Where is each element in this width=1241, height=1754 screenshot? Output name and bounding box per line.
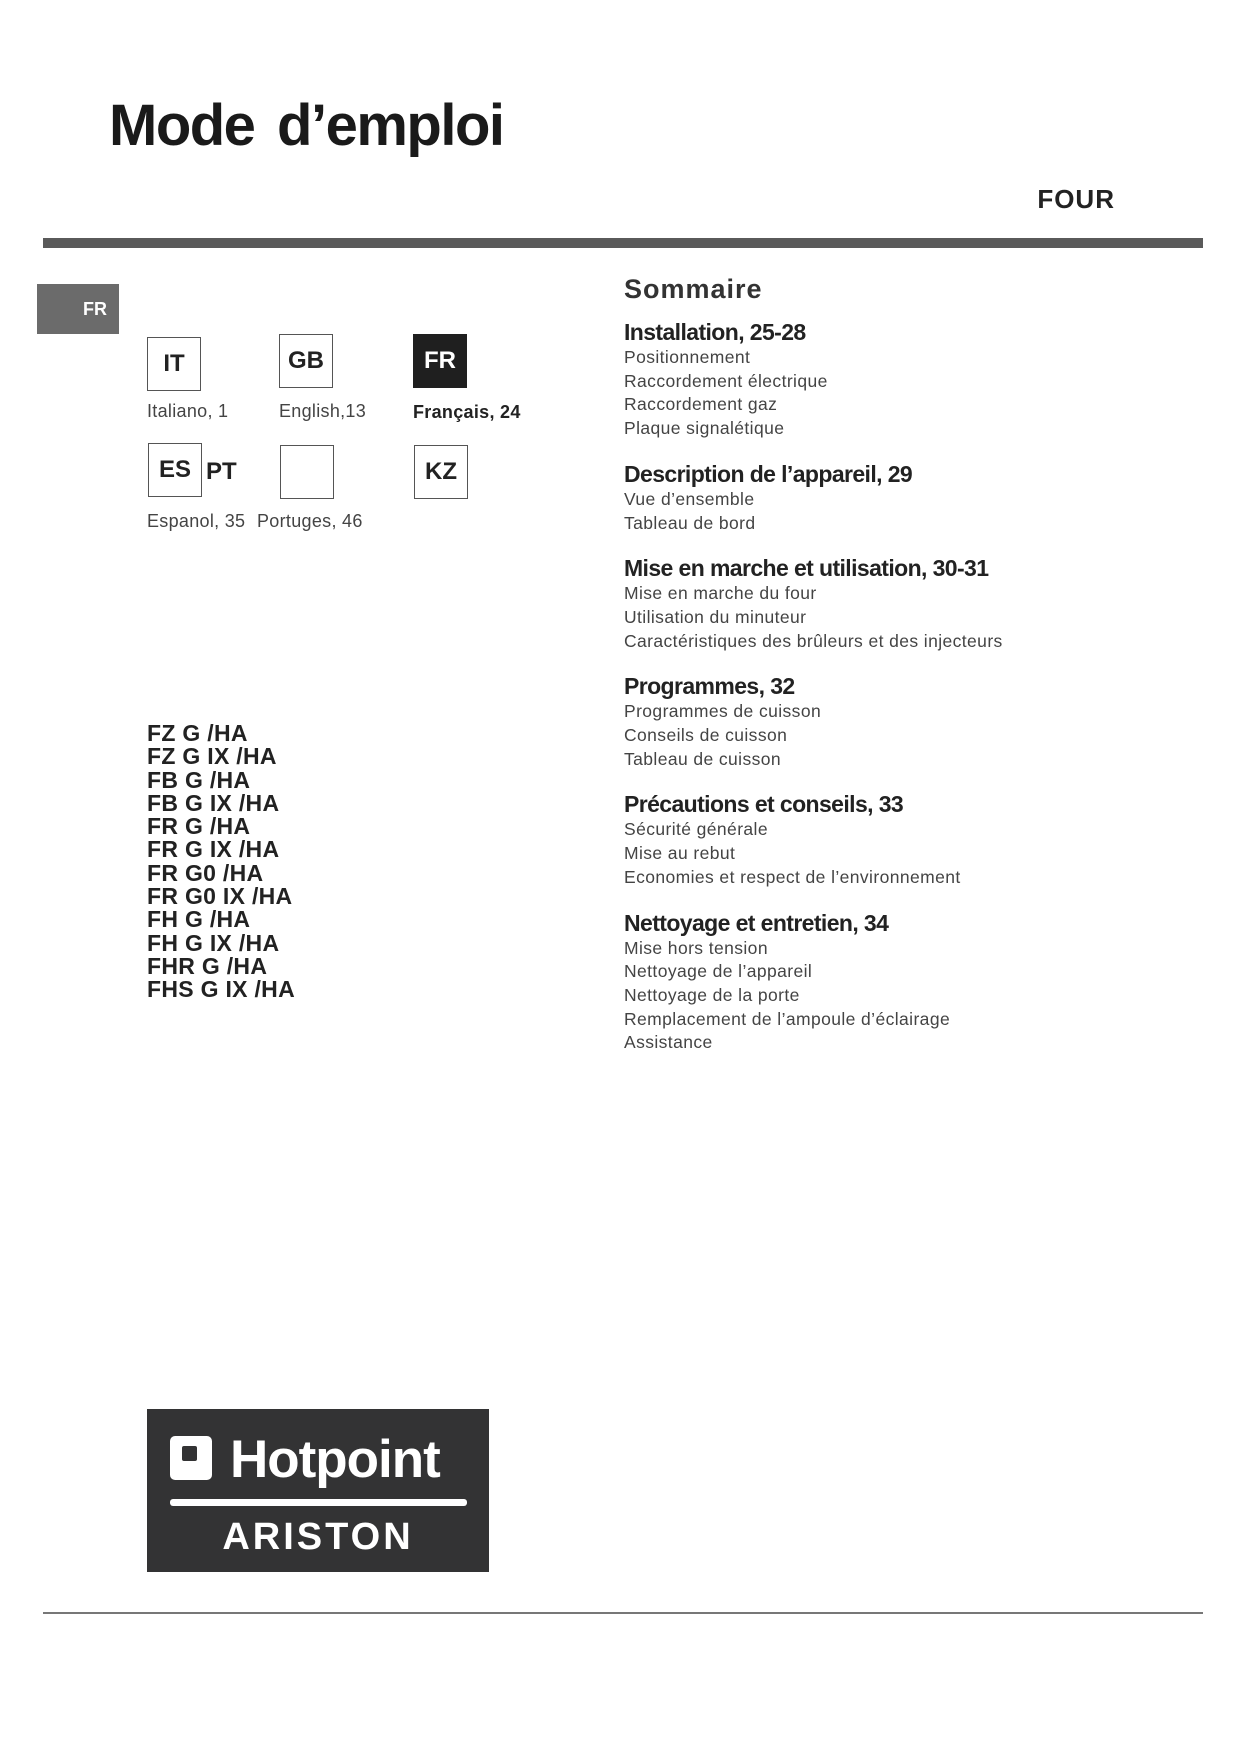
toc-item: Mise hors tension [624, 937, 768, 958]
toc-item: Mise au rebut [624, 843, 736, 864]
toc-heading: Précautions et conseils, 33 [624, 791, 904, 818]
model-item: FZ G IX /HA [147, 743, 277, 770]
model-item: FR G0 /HA [147, 859, 264, 886]
logo-sub-brand-text: ARISTON [222, 1516, 414, 1558]
footer-divider [43, 1612, 1203, 1614]
model-item: FR G IX /HA [147, 836, 280, 863]
lang-label-es: Espanol, 35 [147, 511, 246, 531]
lang-box-fr: FR [413, 334, 467, 388]
toc-section-utilisation [624, 555, 1184, 653]
toc-item: Tableau de bord [624, 512, 756, 533]
toc-item: Caractéristiques des brûleurs et des injecteurs [624, 630, 1003, 651]
header-divider [43, 238, 1203, 248]
toc-heading: Nettoyage et entretien, 34 [624, 909, 889, 936]
model-item: FZ G /HA [147, 720, 248, 746]
toc-item: Nettoyage de l’appareil [624, 961, 813, 982]
toc-item: Raccordement électrique [624, 370, 828, 391]
model-item: FHS G IX /HA [147, 976, 296, 1003]
lang-label-it: Italiano, 1 [147, 401, 229, 421]
toc-heading: Installation, 25-28 [624, 319, 806, 345]
logo-divider [170, 1499, 467, 1506]
toc-heading: Description de l’appareil, 29 [624, 460, 913, 487]
model-item: FR G0 IX /HA [147, 883, 293, 910]
toc-item: Utilisation du minuteur [624, 606, 807, 627]
lang-label-fr: Français, 24 [413, 402, 521, 422]
toc-item: Tableau de cuisson [624, 748, 782, 769]
toc-section-installation [624, 319, 1184, 441]
model-item: FH G IX /HA [147, 929, 280, 956]
lang-label-pt: Portuges, 46 [257, 511, 363, 531]
lang-label-gb: English,13 [279, 401, 367, 421]
model-item: FB G /HA [147, 766, 251, 793]
toc-item: Programmes de cuisson [624, 701, 822, 722]
lang-box-empty [280, 445, 334, 499]
lang-box-gb: GB [279, 334, 333, 388]
toc-item: Economies et respect de l’environnement [624, 866, 961, 887]
toc-item: Conseils de cuisson [624, 725, 788, 746]
toc-heading: Mise en marche et utilisation, 30-31 [624, 555, 989, 582]
product-type-label: FOUR [1037, 184, 1115, 214]
toc-item: Assistance [624, 1032, 713, 1053]
toc-section-precautions [624, 791, 1184, 889]
lang-code-pt: PT [206, 458, 237, 485]
logo-brand-text: Hotpoint [230, 1430, 440, 1489]
language-tab: FR [37, 284, 119, 334]
toc-item: Nettoyage de la porte [624, 984, 800, 1005]
model-item: FB G IX /HA [147, 789, 280, 816]
toc-item: Remplacement de l’ampoule d’éclairage [624, 1008, 951, 1029]
toc-item: Plaque signalétique [624, 418, 785, 439]
table-of-contents [624, 274, 1184, 1075]
toc-item: Positionnement [624, 347, 751, 367]
page-title: Mode d’emploi [109, 93, 504, 158]
model-item: FR G /HA [147, 813, 251, 840]
model-item: FHR G /HA [147, 952, 268, 979]
model-list [147, 722, 295, 1002]
toc-item: Vue d’ensemble [624, 488, 755, 509]
lang-box-es: ES [148, 443, 202, 497]
toc-section-programmes [624, 673, 1184, 771]
model-item: FH G /HA [147, 906, 251, 933]
toc-heading: Programmes, 32 [624, 673, 795, 700]
toc-item: Raccordement gaz [624, 394, 778, 415]
toc-section-description [624, 461, 1184, 535]
hotpoint-logo-icon [170, 1436, 212, 1480]
lang-box-kz: KZ [414, 445, 468, 499]
hotpoint-ariston-logo [147, 1409, 489, 1572]
toc-section-nettoyage [624, 910, 1184, 1056]
toc-item: Mise en marche du four [624, 583, 817, 604]
toc-title: Sommaire [624, 274, 763, 304]
lang-box-it: IT [147, 337, 201, 391]
toc-item: Sécurité générale [624, 819, 768, 840]
